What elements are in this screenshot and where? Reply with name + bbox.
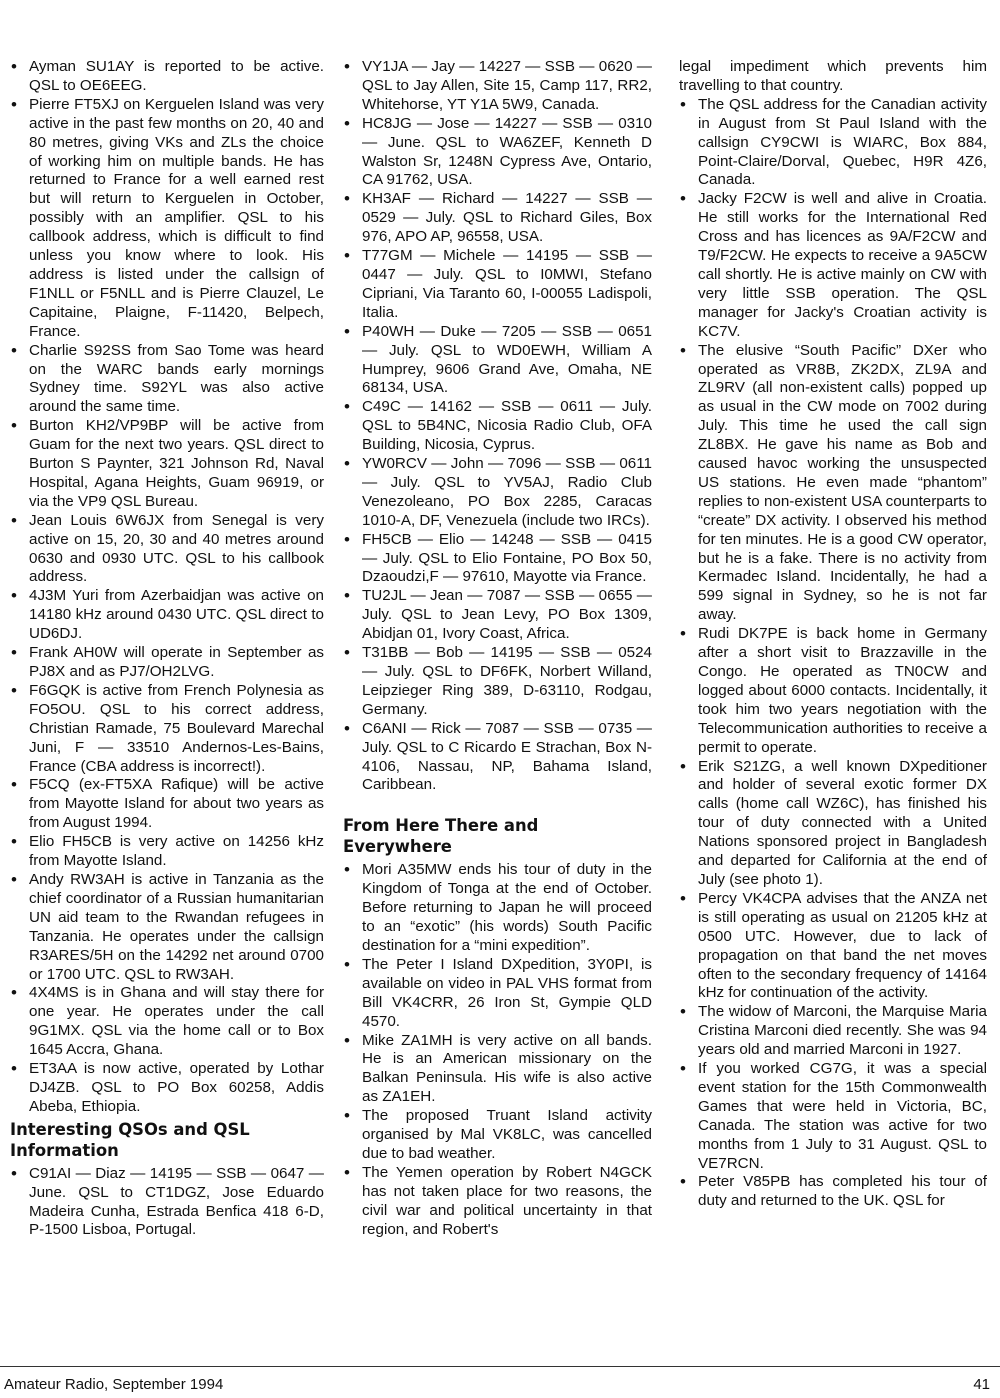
list-item: • Percy VK4CPA advises that the ANZA net is still operating as usual on 21205 kHz at 0500 UTC. However, due to lack of propagation on that band the net moves often to the secondary frequency of 14164 kHz for continuation of the activity. (679, 890, 987, 1003)
publication-footer: Amateur Radio, September 1994 (4, 1376, 224, 1393)
list-item: • KH3AF — Richard — 14227 — SSB — 0529 — July. QSL to Richard Giles, Box 976, APO AP, 96558, USA. (343, 190, 652, 247)
footer-rule (0, 1366, 1000, 1367)
list-item: • Erik S21ZG, a well known DXpeditioner and holder of several exotic former DX calls (home call WZ6C), has finished his tour of duty connected with a United Nations sponsored project in Bangladesh and departed for California at the end of July (see photo 1). (679, 758, 987, 890)
qso-list (343, 58, 652, 795)
list-item: • FH5CB — Elio — 14248 — SSB — 0415 — July. QSL to Elio Fontaine, PO Box 50, Dzaoudzi,F — 97610, Mayotte via France. (343, 531, 652, 588)
list-item: • Andy RW3AH is active in Tanzania as the chief coordinator of a Russian humanitarian UN aid team to the Rwandan refugees in Tanzania. He operates under the callsign R3ARES/5H on the 14292 net around 0700 or 1700 UTC. QSL to RW3AH. (10, 871, 324, 984)
list-item: • Burton KH2/VP9BP will be active from Guam for the next two years. QSL direct to Burton S Paynter, 321 Johnson Rd, Naval Hospital, Agana Heights, Guam 96919, or via the VP9 QSL Bureau. (10, 417, 324, 512)
list-item: • C49C — 14162 — SSB — 0611 — July. QSL to 5B4NC, Nicosia Radio Club, OFA Building, Nicosia, Cyprus. (343, 398, 652, 455)
list-item: • Jacky F2CW is well and alive in Croatia. He still works for the International Red Cross and has licences as 9A/F2CW and T9/F2CW. He expects to receive a 9A5CW call shortly. He is active mainly on CW with very little SSB operation. The QSL manager for Jacky's Croatian activity is KC7V. (679, 190, 987, 341)
list-item: • Mike ZA1MH is very active on all bands. He is an American missionary on the Balkan Peninsula. His wife is also active as ZA1EH. (343, 1032, 652, 1108)
list-item: • The widow of Marconi, the Marquise Maria Cristina Marconi died recently. She was 94 years old and married Marconi in 1927. (679, 1003, 987, 1060)
list-item: • Pierre FT5XJ on Kerguelen Island was very active in the past few months on 20, 40 and 80 metres, giving VKs and ZLs the choice of working him on multiple bands. He has returned to France for a well earned rest but will return to Kerguelen in October, possibly with an amplifier. QSL to his callbook address, which is difficult to find unless you know where to look. His address is listed under the callsign of F1NLL or F5NLL and is Pierre Clauzel, Le Capitaine, Plaigne, F-11420, Belpech, France. (10, 96, 324, 342)
list-item: • Ayman SU1AY is reported to be active. QSL to OE6EEG. (10, 58, 324, 96)
list-item: • YW0RCV — John — 7096 — SSB — 0611 — July. QSL to YV5AJ, Radio Club Venezoleano, PO Box 2285, Caracas 1010-A, DF, Venezuela (include two IRCs). (343, 455, 652, 531)
list-item: • The proposed Truant Island activity organised by Mal VK8LC, was cancelled due to bad weather. (343, 1107, 652, 1164)
list-item: • F5CQ (ex-FT5XA Rafique) will be active from Mayotte Island for about two years as from August 1994. (10, 776, 324, 833)
list-item: • C91AI — Diaz — 14195 — SSB — 0647 — June. QSL to CT1DGZ, Jose Eduardo Madeira Cunha, Estrada Benfica 418 6-D, P-1500 Lisboa, Portugal. (10, 1165, 324, 1241)
list-item: • Mori A35MW ends his tour of duty in the Kingdom of Tonga at the end of October. Before returning to Japan he will proceed to an “exotic” (his words) South Pacific destination for a “mini expedition”. (343, 861, 652, 956)
list-item: • Rudi DK7PE is back home in Germany after a short visit to Brazzaville in the Congo. He operated as TN0CW and logged about 6000 contacts. Incidentally, it took him two years negotiation with the Telecommunication authorities to receive a permit to operate. (679, 625, 987, 757)
list-item: • 4J3M Yuri from Azerbaidjan was active on 14180 kHz around 0430 UTC. QSL direct to UD6DJ. (10, 587, 324, 644)
list-item: • C6ANI — Rick — 7087 — SSB — 0735 — July. QSL to C Ricardo E Strachan, Box N-4106, Nassau, NP, Bahama Island, Caribbean. (343, 720, 652, 796)
list-item: • ET3AA is now active, operated by Lothar DJ4ZB. QSL to PO Box 60258, Addis Abeba, Ethiopia. (10, 1060, 324, 1117)
list-item: • Frank AH0W will operate in September as PJ8X and as PJ7/OH2LVG. (10, 644, 324, 682)
list-item: • TU2JL — Jean — 7087 — SSB — 0655 — July. QSL to Jean Levy, PO Box 1309, Abidjan 01, Ivory Coast, Africa. (343, 587, 652, 644)
continued-paragraph: legal impediment which prevents him travelling to that country. (679, 58, 987, 94)
column-1 (10, 58, 324, 1240)
list-item: • The QSL address for the Canadian activity in August from St Paul Island with the callsign CY9CWI is WIARC, Box 884, Point-Claire/Dorval, Quebec, H9R 4Z6, Canada. (679, 96, 987, 191)
news-list (343, 861, 652, 1239)
list-item: • Jean Louis 6W6JX from Senegal is very active on 15, 20, 30 and 40 metres around 0630 and 0930 UTC. QSL to his callbook address. (10, 512, 324, 588)
section-heading-qsos: Interesting QSOs and QSL Information (10, 1119, 250, 1160)
list-item: • Peter V85PB has completed his tour of duty and returned to the UK. QSL for (679, 1173, 987, 1211)
list-item: • 4X4MS is in Ghana and will stay there for one year. He operates under the call 9G1MX. QSL via the home call or to Box 1645 Accra, Ghana. (10, 984, 324, 1060)
list-item: • Elio FH5CB is very active on 14256 kHz from Mayotte Island. (10, 833, 324, 871)
column-3 (679, 58, 987, 1211)
news-list (679, 96, 987, 1211)
page-number: 41 (973, 1376, 990, 1393)
list-item: • The Yemen operation by Robert N4GCK has not taken place for two reasons, the civil war and political uncertainty in that region, and Robert's (343, 1164, 652, 1240)
list-item: • F6GQK is active from French Polynesia as FO5OU. QSL to his correct address, Christian Ramade, 75 Boulevard Marechal Juni, F — 33510 Andernos-Les-Bains, France (CBA address is incorrect!). (10, 682, 324, 777)
column-2 (343, 58, 652, 1239)
list-item: • The elusive “South Pacific” DXer who operated as VR8B, ZK2DX, ZL9A and ZL9RV (all non-existent calls) popped up as usual in the CW mode on 7002 during July. This time he used the call sign ZL8BX. He gave his name as Bob and caused havoc working the unsuspected US stations. He even made “phantom” replies to non-existent USA counterparts to “create” DX activity. I observed his method for ten minutes. He is a good CW operator, but he is a fake. There is no activity from Kermadec Island. Incidentally, he had a 599 signal in Sydney, so he is not far away. (679, 342, 987, 626)
list-item: • P40WH — Duke — 7205 — SSB — 0651 — July. QSL to WD0EWH, William A Humprey, 9606 Grand Ave, Omaha, NE 68134, USA. (343, 323, 652, 399)
list-item: • T31BB — Bob — 14195 — SSB — 0524 — July. QSL to DF6FK, Norbert Willand, Leipzieger Ring 389, D-63110, Rodgau, Germany. (343, 644, 652, 720)
news-list (10, 58, 324, 1117)
list-item: • HC8JG — Jose — 14227 — SSB — 0310 — June. QSL to WA6ZEF, Kenneth D Walston Sr, 1248N Cypress Ave, Ontario, CA 91762, USA. (343, 115, 652, 191)
section-heading-everywhere: From Here There and Everywhere (343, 816, 539, 857)
list-item: • VY1JA — Jay — 14227 — SSB — 0620 — QSL to Jay Allen, Site 15, Camp 117, RR2, Whitehorse, YT Y1A 5W9, Canada. (343, 58, 652, 115)
list-item: • The Peter I Island DXpedition, 3Y0PI, is available on video in PAL VHS format from Bill VK4CRR, 26 Iron St, Gympie QLD 4570. (343, 956, 652, 1032)
list-item: • Charlie S92SS from Sao Tome was heard on the WARC bands early mornings Sydney time. S92YL was also active around the same time. (10, 342, 324, 418)
qso-list (10, 1165, 324, 1241)
list-item: • T77GM — Michele — 14195 — SSB — 0447 — July. QSL to I0MWI, Stefano Cipriani, Via Taranto 60, I-00055 Ladispoli, Italia. (343, 247, 652, 323)
list-item: • If you worked CG7G, it was a special event station for the 15th Commonwealth Games that were held in Victoria, BC, Canada. The station was active for two months from 1 July to 31 August. QSL to VE7RCN. (679, 1060, 987, 1173)
